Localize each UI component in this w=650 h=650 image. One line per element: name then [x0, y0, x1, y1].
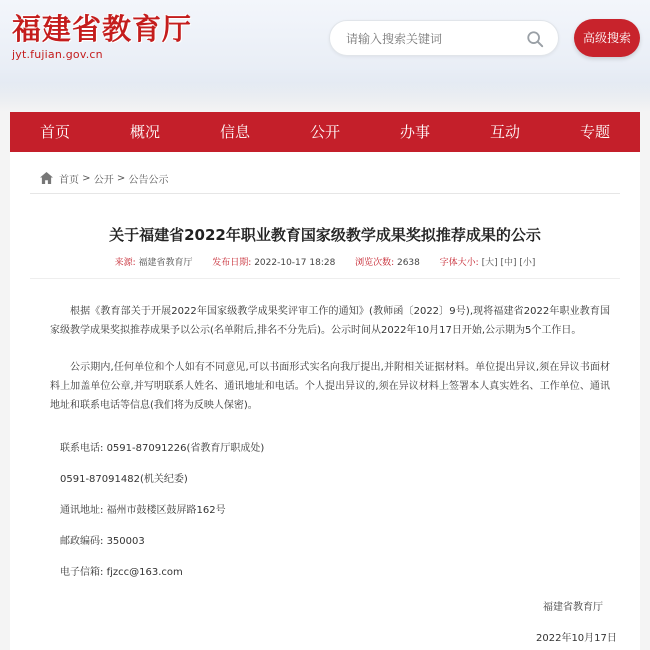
- nav-item-services[interactable]: 办事: [399, 123, 430, 141]
- font-size-small[interactable]: [小]: [519, 258, 536, 268]
- breadcrumb-separator: >: [113, 172, 129, 184]
- site-header: [0, 0, 650, 112]
- phone-value-1: 0591-87091226(省教育厅职成处): [106, 443, 265, 454]
- article-paragraph: 根据《教育部关于开展2022年国家级教学成果奖评审工作的通知》(教师函〔2022〕9号),现将福建省2022年职业教育国家级教学成果奖拟推荐成果予以公示(名单附后,排名不分先后)。公示时间从2022年10月17日开始,公示期为5个工作日。: [50, 306, 610, 336]
- breadcrumb-separator: >: [79, 172, 94, 184]
- home-icon: [40, 172, 53, 184]
- site-url: jyt.fujian.gov.cn: [12, 48, 103, 61]
- contact-phone-2: [60, 473, 188, 487]
- site-logo[interactable]: [12, 12, 192, 61]
- contact-email: [60, 566, 183, 580]
- meta-divider: [30, 278, 620, 279]
- nav-item-interaction[interactable]: 互动: [489, 123, 520, 141]
- nav-item-topics[interactable]: 专题: [579, 123, 610, 141]
- breadcrumb-public[interactable]: 公开: [93, 174, 114, 186]
- signature-org: 福建省教育厅: [543, 602, 603, 613]
- article-meta: [10, 255, 640, 268]
- font-size-label: 字体大小:: [439, 258, 479, 268]
- email-value[interactable]: fjzcc@163.com: [106, 567, 183, 578]
- contact-phone-1: [60, 442, 264, 456]
- email-label: 电子信箱:: [60, 567, 104, 578]
- source-label: 来源:: [114, 258, 136, 268]
- nav-item-info[interactable]: 信息: [219, 123, 250, 141]
- article-title: 关于福建省2022年职业教育国家级教学成果奖拟推荐成果的公示: [109, 226, 541, 244]
- phone-label: 联系电话:: [60, 443, 104, 454]
- views-label: 浏览次数:: [355, 258, 395, 268]
- views-value: 2638: [396, 258, 420, 268]
- breadcrumb-home[interactable]: 首页: [59, 174, 79, 186]
- address-label: 通讯地址:: [60, 505, 104, 516]
- address-value: 福州市鼓楼区鼓屏路162号: [106, 505, 226, 516]
- contact-zip: [60, 535, 145, 549]
- font-size-medium[interactable]: [中]: [500, 258, 517, 268]
- site-title: 福建省教育厅: [12, 12, 193, 46]
- nav-item-home[interactable]: 首页: [39, 123, 70, 141]
- main-nav: [10, 112, 640, 152]
- contact-address: [60, 504, 226, 518]
- breadcrumb: [40, 170, 169, 186]
- source-value: 福建省教育厅: [138, 258, 193, 268]
- article-paragraph: 公示期内,任何单位和个人如有不同意见,可以书面形式实名向我厅提出,并附相关证据材料。单位提出异议,须在异议书面材料上加盖单位公章,并写明联系人姓名、通讯地址和电话。个人提出异议的,须在异议材料上签署本人真实姓名、工作单位、通讯地址和联系电话等信息(我们将为反映人保密)。: [50, 362, 610, 411]
- search-input[interactable]: [346, 29, 526, 49]
- date-label: 发布日期:: [212, 258, 252, 268]
- zip-value: 350003: [106, 536, 145, 547]
- search-icon[interactable]: [526, 30, 544, 48]
- search-box: [329, 20, 559, 56]
- advanced-search-button[interactable]: 高级搜索: [574, 19, 640, 57]
- phone-value-2: 0591-87091482(机关纪委): [60, 474, 188, 485]
- font-size-large[interactable]: [大]: [481, 258, 498, 268]
- nav-item-overview[interactable]: 概况: [129, 123, 160, 141]
- zip-label: 邮政编码:: [60, 536, 104, 547]
- nav-item-public[interactable]: 公开: [309, 123, 340, 141]
- signature-date: 2022年10月17日: [536, 633, 617, 644]
- breadcrumb-announcements[interactable]: 公告公示: [128, 174, 169, 186]
- article-panel: [10, 152, 640, 650]
- breadcrumb-divider: [30, 193, 620, 194]
- date-value: 2022-10-17 18:28: [254, 258, 336, 268]
